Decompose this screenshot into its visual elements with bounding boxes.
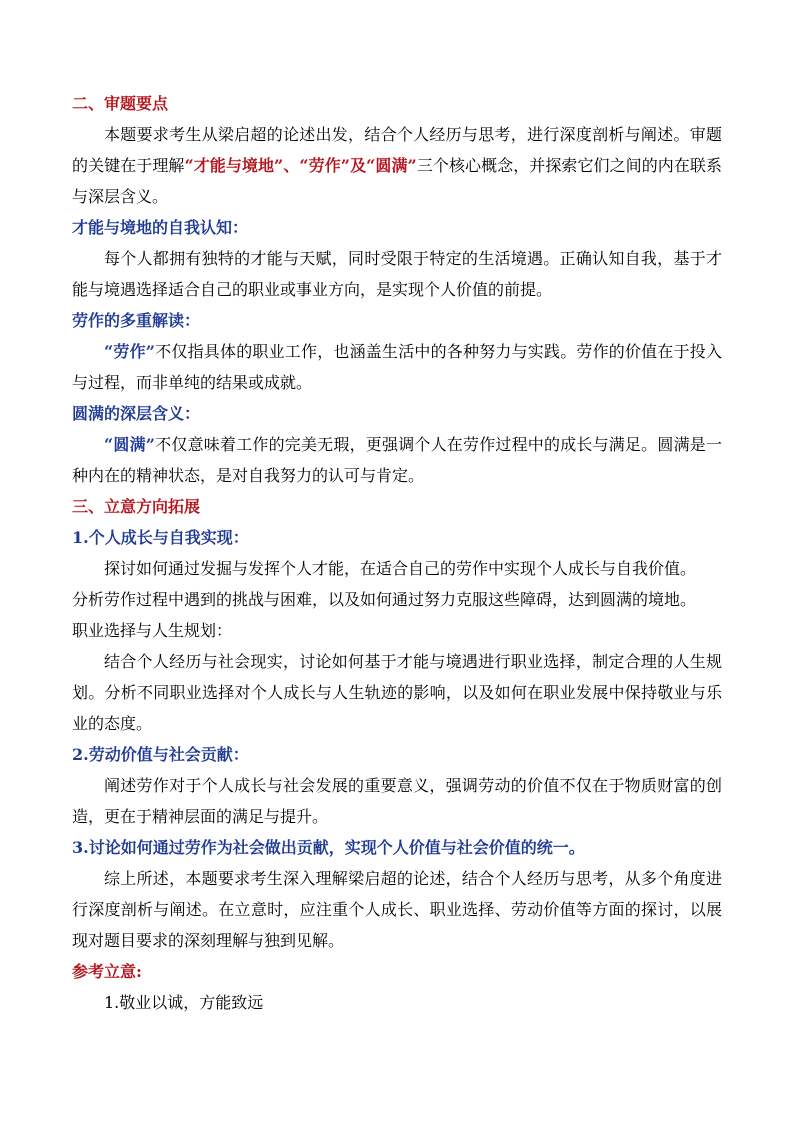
item-1-line-2: 分析劳作过程中遇到的挑战与困难，以及如何通过努力克服这些障碍，达到圆满的境地。 (72, 590, 697, 609)
item-1-line-1: 探讨如何通过发掘与发挥个人才能，在适合自己的劳作中实现个人成长与自我价值。 (104, 559, 697, 578)
keyword-separator: 、 (283, 156, 300, 175)
item-1-line-3: 职业选择与人生规划： (72, 621, 233, 640)
item-3-heading: 3.讨论如何通过劳作为社会做出贡献，实现个人价值与社会价值的统一。 (72, 838, 585, 857)
keyword-labor: “劳作” (299, 156, 350, 175)
keyword-talent: “才能与境地” (184, 156, 284, 175)
subheading-fulfillment: 圆满的深层含义： (72, 404, 201, 423)
item-2-paragraph: 阐述劳作对于个人成长与社会发展的重要意义，强调劳动的价值不仅在于物质财富的创造，更在于精神层面的满足与提升。 (72, 776, 722, 826)
section-2-heading: 二、审题要点 (72, 94, 169, 113)
paragraph-labor (72, 336, 722, 398)
reference-item-1: 1.敬业以诚，方能致远 (104, 993, 264, 1012)
keyword-labor: “劳作” (104, 342, 156, 361)
keyword-separator: 及 (350, 156, 367, 175)
keyword-fulfillment: “圆满” (366, 156, 417, 175)
subheading-labor: 劳作的多重解读： (72, 311, 201, 330)
section-2-intro (72, 119, 722, 212)
summary-paragraph: 综上所述，本题要求考生深入理解梁启超的论述，结合个人经历与思考，从多个角度进行深度剖析与阐述。在立意时，应注重个人成长、职业选择、劳动价值等方面的探讨，以展现对题目要求的深刻理解与独到见解。 (72, 869, 722, 950)
subheading-talent: 才能与境地的自我认知： (72, 218, 249, 237)
fulfillment-text: 不仅意味着工作的完美无瑕，更强调个人在劳作过程中的成长与满足。圆满是一种内在的精神状态，是对自我努力的认可与肯定。 (72, 435, 722, 485)
intro-text-2: 三个核心概念，并探索它们之间的内在联系与深层含义。 (72, 156, 722, 206)
item-1-heading: 1.个人成长与自我实现： (72, 528, 249, 547)
item-1-paragraph: 结合个人经历与社会现实，讨论如何基于才能与境遇进行职业选择，制定合理的人生规划。分析不同职业选择对个人成长与人生轨迹的影响，以及如何在职业发展中保持敬业与乐业的态度。 (72, 652, 722, 733)
intro-text-1: 本题要求考生从梁启超的论述出发，结合个人经历与思考，进行深度剖析与阐述。审题的关键在于理解 (72, 125, 722, 175)
keyword-fulfillment: “圆满” (104, 435, 156, 454)
reference-heading: 参考立意: (72, 962, 142, 981)
section-3-heading: 三、立意方向拓展 (72, 497, 201, 516)
document-page (72, 88, 722, 1018)
paragraph-fulfillment (72, 429, 722, 491)
item-2-heading: 2.劳动价值与社会贡献： (72, 745, 249, 764)
paragraph-talent: 每个人都拥有独特的才能与天赋，同时受限于特定的生活境遇。正确认知自我，基于才能与境遇选择适合自己的职业或事业方向，是实现个人价值的前提。 (72, 249, 722, 299)
labor-text: 不仅指具体的职业工作，也涵盖生活中的各种努力与实践。劳作的价值在于投入与过程，而非单纯的结果或成就。 (72, 342, 722, 392)
